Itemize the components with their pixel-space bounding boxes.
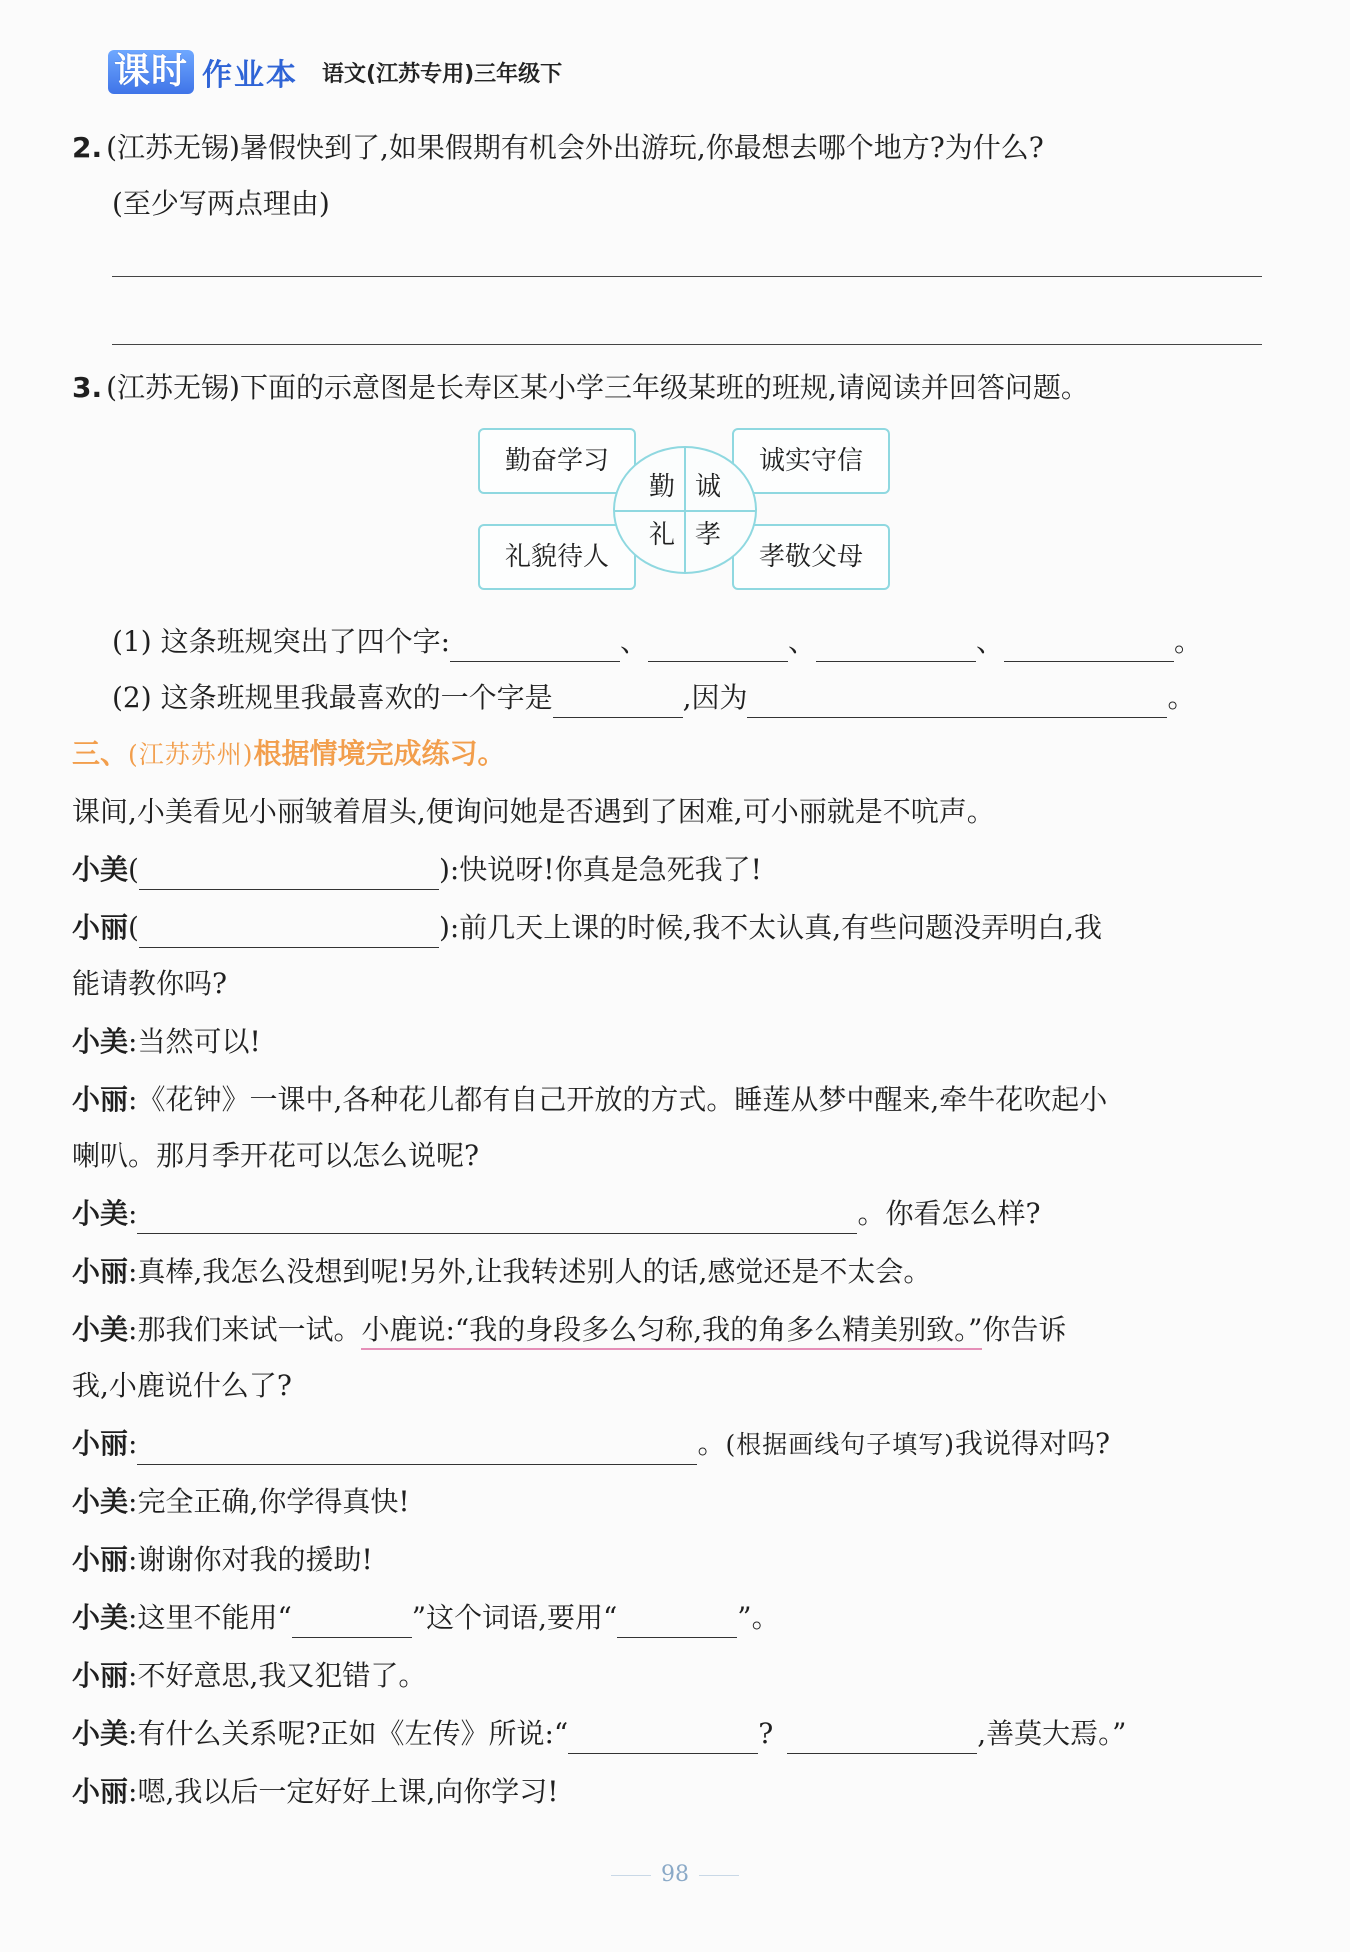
answer-blank[interactable] (568, 1723, 758, 1754)
dialogue-line-12 (72, 1656, 426, 1696)
char-li: 礼 (649, 520, 676, 550)
page-header (108, 48, 562, 96)
dialogue-line-5 (72, 1194, 1040, 1234)
dialogue-line-11 (72, 1598, 780, 1638)
answer-blank[interactable] (787, 1723, 977, 1754)
answer-blank[interactable] (747, 687, 1167, 718)
dialogue-line-7-cont: 我,小鹿说什么了? (72, 1369, 292, 1402)
char-xiao: 孝 (695, 520, 722, 550)
instruction-note: (根据画线句子填写) (725, 1430, 955, 1459)
dialogue-text: :嗯,我以后一定好好上课,向你学习! (128, 1775, 559, 1808)
prompt-text: (1) 这条班规突出了四个字: (112, 625, 450, 658)
dialogue-text: :不好意思,我又犯错了。 (128, 1659, 427, 1692)
speaker-xiaoli: 小丽 (72, 1659, 129, 1692)
char-cheng: 诚 (695, 472, 722, 502)
section-3-title (72, 734, 506, 775)
speaker-xiaomei: 小美 (72, 1197, 129, 1230)
class-rules-diagram (470, 420, 900, 600)
speaker-xiaoli: 小丽 (72, 1083, 129, 1116)
section-label: 三、 (72, 737, 129, 770)
dialogue-text: ):快说呀!你真是急死我了! (438, 853, 762, 886)
answer-blank[interactable] (553, 687, 683, 718)
question-text: (江苏无锡)暑假快到了,如果假期有机会外出游玩,你最想去哪个地方?为什么? (106, 131, 1044, 164)
scenario-intro: 课间,小美看见小丽皱着眉头,便询问她是否遇到了困难,可小丽就是不吭声。 (72, 795, 995, 828)
book-title: 语文(江苏专用)三年级下 (322, 61, 563, 87)
brand-subtitle: 作业本 (202, 58, 299, 93)
dialogue-line-9 (72, 1482, 410, 1522)
dialogue-text: ,善莫大焉。” (977, 1717, 1127, 1750)
answer-blank[interactable] (450, 631, 620, 662)
section-source: (江苏苏州) (128, 740, 254, 769)
dialogue-line-6 (72, 1252, 931, 1292)
answer-blank[interactable] (137, 1203, 857, 1234)
speaker-xiaoli: 小丽 (72, 1255, 129, 1288)
page-number-rule (699, 1875, 739, 1876)
dialogue-text: 我说得对吗? (954, 1427, 1110, 1460)
rule-box-honesty: 诚实守信 (732, 428, 890, 494)
answer-blank[interactable] (137, 1434, 697, 1465)
dialogue-text: :这里不能用“ (128, 1601, 292, 1634)
paren: ( (128, 853, 139, 886)
dialogue-text: :那我们来试一试。 (128, 1313, 362, 1346)
dialogue-line-2-cont: 能请教你吗? (72, 967, 228, 1000)
underlined-sentence: 小鹿说:“我的身段多么匀称,我的角多么精美别致。” (361, 1313, 982, 1350)
rule-box-diligence: 勤奋学习 (478, 428, 636, 494)
prompt-text: (2) 这条班规里我最喜欢的一个字是 (112, 681, 553, 714)
dialogue-line-7 (72, 1310, 1066, 1350)
speaker-xiaoli: 小丽 (72, 911, 129, 944)
rule-box-politeness: 礼貌待人 (478, 524, 636, 590)
question-text: (江苏无锡)下面的示意图是长寿区某小学三年级某班的班规,请阅读并回答问题。 (106, 371, 1089, 404)
rules-circle (613, 446, 757, 574)
speaker-xiaomei: 小美 (72, 1025, 129, 1058)
rule-box-filial: 孝敬父母 (732, 524, 890, 590)
colon: : (128, 1197, 138, 1230)
dialogue-line-2 (72, 908, 1102, 948)
dialogue-text: 。 (697, 1427, 726, 1460)
speaker-xiaomei: 小美 (72, 1601, 129, 1634)
page-number-rule (611, 1875, 651, 1876)
dialogue-line-8 (72, 1424, 1110, 1465)
answer-line[interactable] (112, 344, 1262, 345)
dialogue-text: 你告诉 (982, 1313, 1067, 1346)
question-number: 2. (72, 131, 103, 164)
speaker-xiaomei: 小美 (72, 853, 129, 886)
dialogue-text: ”这个词语,要用“ (411, 1601, 618, 1634)
separator: 、 (976, 625, 1005, 658)
answer-blank[interactable] (139, 859, 439, 890)
answer-blank[interactable] (648, 631, 788, 662)
question-3-part-1 (112, 622, 1202, 662)
question-number: 3. (72, 371, 103, 404)
answer-blank[interactable] (292, 1607, 412, 1638)
dialogue-text: :《花钟》一课中,各种花儿都有自己开放的方式。睡莲从梦中醒来,牵牛花吹起小 (128, 1083, 1108, 1116)
speaker-xiaoli: 小丽 (72, 1427, 129, 1460)
dialogue-text: 。你看怎么样? (857, 1197, 1041, 1230)
speaker-xiaoli: 小丽 (72, 1543, 129, 1576)
section-heading: 根据情境完成练习。 (253, 737, 506, 770)
brand-logo: 课时 (108, 50, 194, 94)
period: 。 (1174, 625, 1203, 658)
dialogue-line-1 (72, 850, 762, 890)
dialogue-text: :有什么关系呢?正如《左传》所说:“ (128, 1717, 569, 1750)
dialogue-line-4-cont: 喇叭。那月季开花可以怎么说呢? (72, 1139, 480, 1172)
answer-blank[interactable] (1004, 631, 1174, 662)
question-2-note: (至少写两点理由) (112, 187, 330, 220)
question-2 (72, 128, 1044, 168)
dialogue-text: ”。 (737, 1601, 780, 1634)
dialogue-text: :谢谢你对我的援助! (128, 1543, 373, 1576)
answer-blank[interactable] (617, 1607, 737, 1638)
dialogue-line-10 (72, 1540, 373, 1580)
speaker-xiaomei: 小美 (72, 1485, 129, 1518)
dialogue-text: :真棒,我怎么没想到呢!另外,让我转述别人的话,感觉还是不太会。 (128, 1255, 932, 1288)
dialogue-line-3 (72, 1022, 261, 1062)
prompt-text: ,因为 (682, 681, 748, 714)
question-3-part-2 (112, 678, 1196, 718)
dialogue-text: ):前几天上课的时候,我不太认真,有些问题没弄明白,我 (438, 911, 1103, 944)
dialogue-text: :完全正确,你学得真快! (128, 1485, 410, 1518)
separator: 、 (620, 625, 649, 658)
answer-blank[interactable] (139, 917, 439, 948)
char-qin: 勤 (649, 472, 676, 502)
page-number (0, 1862, 1350, 1887)
dialogue-line-14 (72, 1772, 559, 1812)
dialogue-line-4 (72, 1080, 1107, 1120)
dialogue-text: :当然可以! (128, 1025, 261, 1058)
dialogue-line-13 (72, 1714, 1126, 1754)
dialogue-text: ? (758, 1717, 774, 1750)
page-number-text: 98 (661, 1862, 689, 1887)
speaker-xiaomei: 小美 (72, 1313, 129, 1346)
question-3 (72, 368, 1089, 408)
answer-line[interactable] (112, 276, 1262, 277)
period: 。 (1167, 681, 1196, 714)
paren: ( (128, 911, 139, 944)
answer-blank[interactable] (816, 631, 976, 662)
separator: 、 (788, 625, 817, 658)
speaker-xiaoli: 小丽 (72, 1775, 129, 1808)
colon: : (128, 1427, 138, 1460)
circle-divider (684, 448, 686, 572)
speaker-xiaomei: 小美 (72, 1717, 129, 1750)
